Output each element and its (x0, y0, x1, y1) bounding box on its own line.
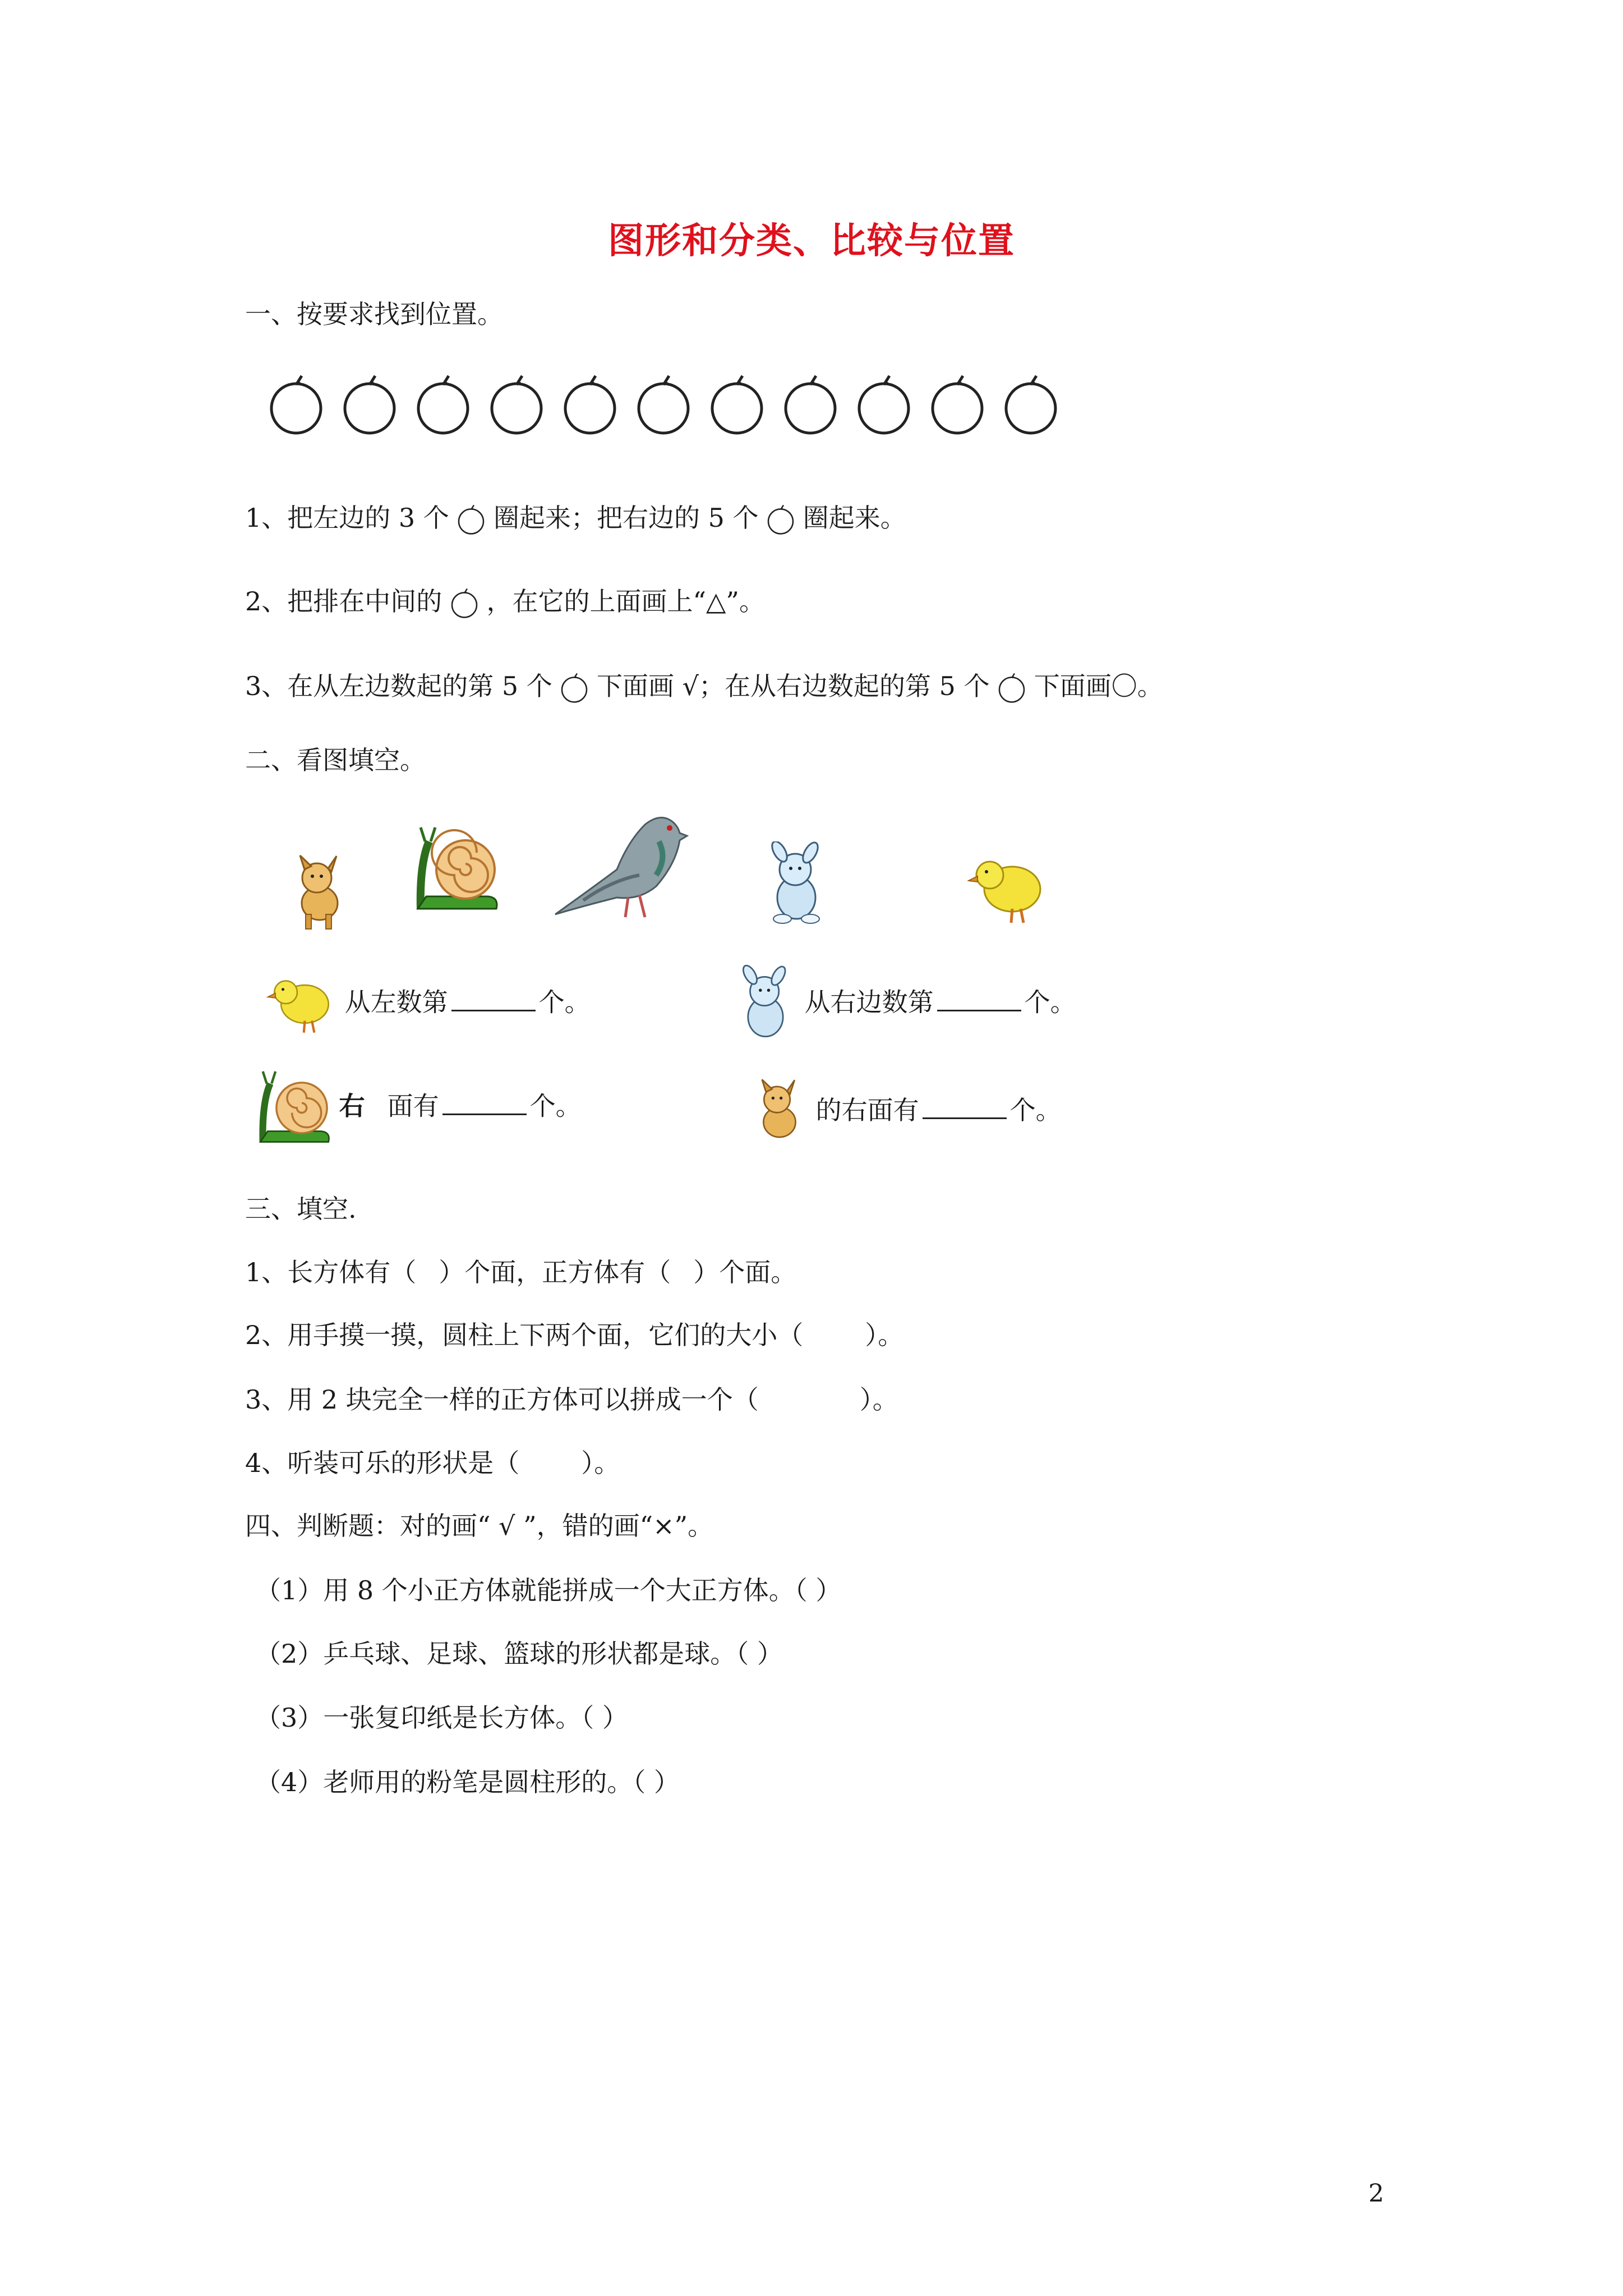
judge-item-2: （2）乒乓球、足球、篮球的形状都是球。（ ） (255, 1639, 783, 1669)
apple-icon[interactable] (268, 375, 324, 436)
judge-item-4: （4）老师用的粉笔是圆柱形的。（ ） (255, 1767, 680, 1797)
section1-heading: 一、按要求找到位置。 (245, 299, 503, 329)
judge-item-1: （1）用 8 个小正方体就能拼成一个大正方体。（ ） (255, 1575, 842, 1605)
section4-heading: 四、判断题：对的画“ √ ”，错的画“×”。 (245, 1511, 714, 1541)
fill2-text-a: 从右边数第 (804, 987, 934, 1018)
animal-row (280, 808, 1094, 948)
apple-icon[interactable] (1003, 375, 1059, 436)
q1-text-a: 1、把左边的 3 个 (245, 503, 449, 533)
snail-icon (415, 825, 499, 914)
s3q3-text-b: ）。 (859, 1384, 898, 1415)
apple-icon[interactable] (782, 375, 838, 436)
page-number: 2 (1368, 2179, 1384, 2208)
s3q1-text-c: ）个面。 (693, 1257, 797, 1287)
apple-icon (998, 672, 1026, 705)
q3-text-b: 下面画 √；在从右边数起的第 5 个 (597, 671, 990, 701)
q3-text-a: 3、在从左边数起的第 5 个 (245, 671, 552, 701)
fill2-text-b: 个。 (1024, 987, 1076, 1018)
apple-icon[interactable] (342, 375, 398, 436)
answer-blank[interactable] (937, 987, 1021, 1011)
section3-question-3 (245, 1383, 898, 1416)
rabbit-icon (763, 841, 830, 926)
s3q2-text-b: ）。 (865, 1320, 904, 1350)
apple-icon[interactable] (709, 375, 765, 436)
judge-item-3: （3）一张复印纸是长方体。（ ） (255, 1703, 628, 1733)
fill3-text-a: 右 (339, 1091, 365, 1121)
apple-icon[interactable] (856, 375, 912, 436)
section1-question-2 (245, 585, 765, 620)
apple-row (268, 375, 1076, 436)
q1-text-b: 圈起来；把右边的 5 个 (494, 503, 759, 533)
q2-text-a: 2、把排在中间的 (245, 586, 442, 616)
fill3-text-b: 面有 (387, 1091, 439, 1121)
apple-icon[interactable] (562, 375, 618, 436)
answer-blank[interactable] (923, 1095, 1007, 1119)
section3-question-1 (245, 1255, 796, 1289)
fill-row-1 (264, 973, 591, 1035)
q1-text-c: 圈起来。 (803, 503, 906, 533)
fill4-text-b: 个。 (1009, 1095, 1062, 1125)
s3q4-text-b: ）。 (581, 1448, 620, 1478)
section2-heading: 二、看图填空。 (245, 745, 426, 775)
apple-icon[interactable] (635, 375, 691, 436)
dog-icon (751, 1077, 808, 1147)
fill1-text-a: 从左数第 (344, 987, 448, 1018)
section3-question-2 (245, 1318, 903, 1352)
apple-icon (450, 587, 478, 620)
apple-icon (560, 672, 588, 705)
section3-question-4 (245, 1446, 620, 1480)
fill3-text-c: 个。 (529, 1091, 582, 1121)
dog-icon (289, 853, 351, 931)
section3-heading: 三、填空. (245, 1194, 357, 1224)
s3q2-text-a: 2、用手摸一摸，圆柱上下两个面，它们的大小（ (245, 1320, 804, 1350)
s3q3-text-a: 3、用 2 块完全一样的正方体可以拼成一个（ (245, 1384, 759, 1415)
fill1-text-b: 个。 (538, 987, 591, 1018)
q2-text-b: ，在它的上面画上“△”。 (486, 586, 765, 616)
chick-icon (967, 853, 1046, 926)
apple-icon[interactable] (488, 375, 545, 436)
fill-row-2 (735, 965, 1076, 1043)
apple-icon[interactable] (929, 375, 985, 436)
section1-question-1 (245, 501, 906, 536)
q3-text-c: 下面画〇。 (1034, 671, 1163, 701)
snail-icon (258, 1066, 331, 1150)
apple-icon[interactable] (415, 375, 471, 436)
s3q1-text-a: 1、长方体有（ (245, 1257, 417, 1287)
answer-blank[interactable] (442, 1091, 527, 1115)
apple-icon (457, 504, 485, 536)
fill4-text-a: 的右面有 (815, 1095, 919, 1125)
answer-blank[interactable] (451, 987, 536, 1011)
section1-question-3 (245, 669, 1163, 705)
fill-row-3 (258, 1066, 582, 1150)
fill-row-4 (751, 1077, 1062, 1147)
page-title: 图形和分类、比较与位置 (608, 220, 1015, 262)
s3q1-text-b: ）个面，正方体有（ (439, 1257, 671, 1287)
pigeon-icon (550, 808, 690, 920)
s3q4-text-a: 4、听装可乐的形状是（ (245, 1448, 520, 1478)
rabbit-icon (735, 965, 796, 1043)
chick-icon (264, 973, 336, 1035)
apple-icon (767, 504, 795, 536)
